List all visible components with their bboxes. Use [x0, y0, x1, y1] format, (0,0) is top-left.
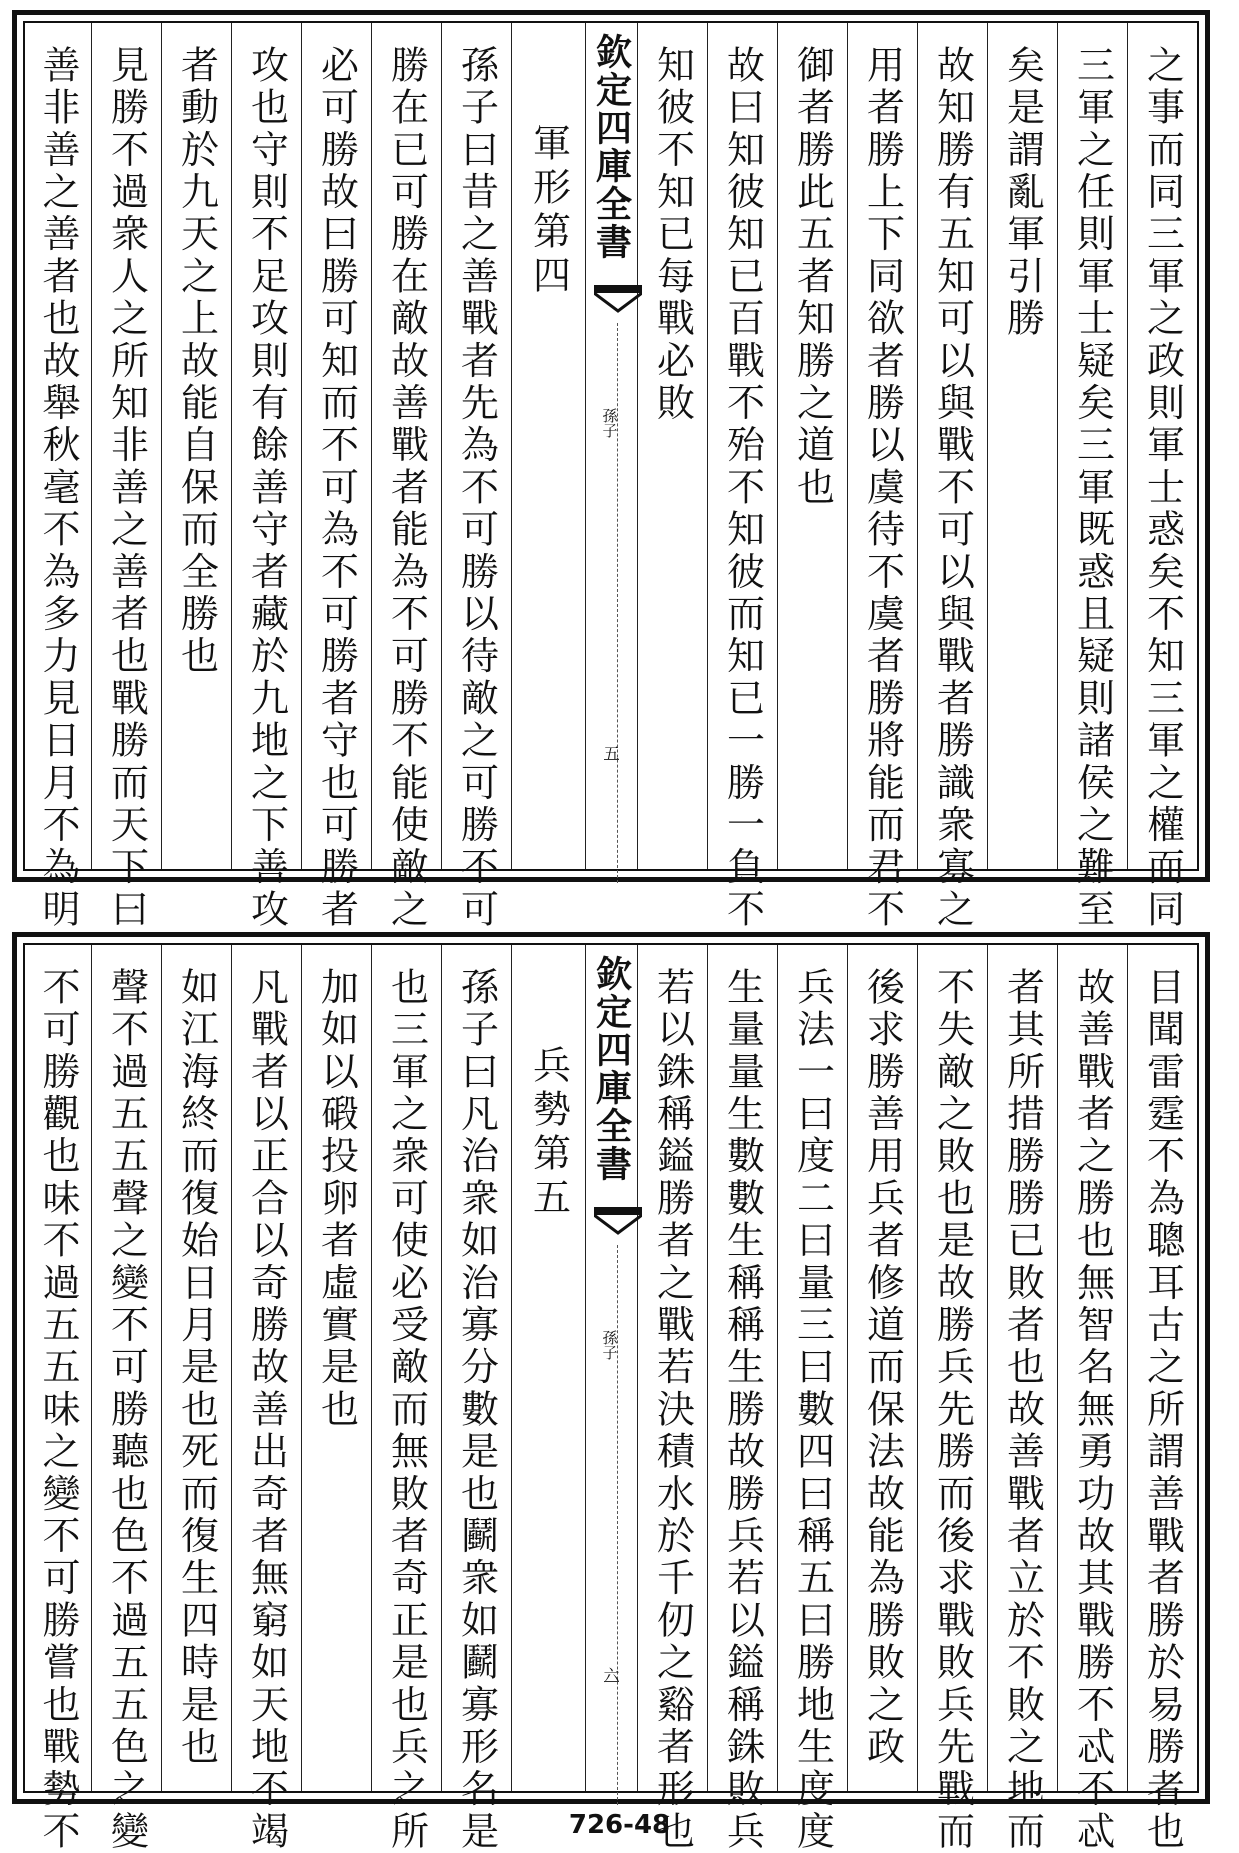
column-text: 用者勝上下同欲者勝以虞待不虞者勝將能而君不 — [860, 45, 905, 932]
text-column — [301, 945, 371, 1791]
text-column — [1057, 23, 1127, 932]
fold-tick — [604, 1681, 619, 1682]
text-column — [917, 945, 987, 1853]
text-column — [707, 23, 777, 932]
book-name: 孫子 — [600, 1330, 619, 1360]
column-text: 如江海終而復始日月是也死而復生四時是也 — [174, 967, 219, 1769]
text-column — [91, 945, 161, 1853]
text-column — [231, 945, 301, 1853]
page-top — [12, 10, 1210, 932]
column-text: 聲不過五五聲之變不可勝聽也色不過五五色之變 — [104, 967, 149, 1853]
text-column — [987, 23, 1057, 869]
center-fold — [585, 945, 637, 1791]
column-text: 攻也守則不足攻則有餘善守者藏於九地之下善攻 — [244, 45, 289, 932]
text-column — [371, 945, 441, 1853]
text-column — [25, 945, 91, 1853]
text-column — [301, 23, 371, 932]
column-text: 之事而同三軍之政則軍士惑矣不知三軍之權而同 — [1140, 45, 1185, 932]
column-text: 生量量生數數生稱稱生勝故勝兵若以鎰稱銖敗兵 — [720, 967, 765, 1853]
column-text: 凡戰者以正合以奇勝故善出奇者無窮如天地不竭 — [244, 967, 289, 1853]
text-column — [917, 23, 987, 932]
text-column — [777, 23, 847, 869]
text-column — [707, 945, 777, 1853]
text-column — [161, 23, 231, 869]
text-column — [847, 23, 917, 932]
column-text: 孫子曰昔之善戰者先為不可勝以待敵之可勝不可 — [454, 45, 499, 932]
footer-page-id: 726-48 — [568, 1810, 671, 1840]
column-text: 知彼不知已每戰必敗 — [650, 45, 695, 425]
column-text: 三軍之任則軍士疑矣三軍既惑且疑則諸侯之難至 — [1070, 45, 1115, 932]
page-frame — [23, 21, 1199, 932]
fold-tick — [604, 759, 619, 760]
column-text: 善非善之善者也故舉秋毫不為多力見日月不為明 — [36, 45, 80, 932]
text-column — [161, 945, 231, 1791]
text-column — [25, 23, 91, 932]
fold-line — [617, 323, 618, 883]
chapter-column — [511, 945, 585, 1791]
column-text: 必可勝故曰勝可知而不可為不可勝者守也可勝者 — [314, 45, 359, 932]
text-column — [847, 945, 917, 1791]
column-text: 故善戰者之勝也無智名無勇功故其戰勝不忒不忒 — [1070, 967, 1115, 1853]
chapter-title: 兵勢第五 — [526, 1045, 571, 1221]
column-text: 不失敵之敗也是故勝兵先勝而後求戰敗兵先戰而 — [930, 967, 975, 1853]
column-text: 兵法一曰度二曰量三曰數四曰稱五曰勝地生度度 — [790, 967, 835, 1853]
text-column — [1057, 945, 1127, 1853]
column-text: 故知勝有五知可以與戰不可以與戰者勝識衆寡之 — [930, 45, 975, 932]
column-text: 御者勝此五者知勝之道也 — [790, 45, 835, 510]
chapter-title: 軍形第四 — [526, 123, 571, 299]
column-text: 矣是謂亂軍引勝 — [1000, 45, 1045, 341]
text-column — [987, 945, 1057, 1853]
text-column — [1127, 23, 1197, 932]
column-text: 者動於九天之上故能自保而全勝也 — [174, 45, 219, 678]
page-number: 六 — [603, 1666, 620, 1685]
column-text: 不可勝觀也味不過五五味之變不可勝嘗也戰勢不 — [36, 967, 80, 1853]
column-text: 加如以碫投卵者虛實是也 — [314, 967, 359, 1432]
text-column — [637, 945, 707, 1853]
text-columns — [25, 23, 1197, 932]
column-text: 者其所措勝勝已敗者也故善戰者立於不敗之地而 — [1000, 967, 1045, 1853]
column-text: 勝在已可勝在敵故善戰者能為不可勝不能使敵之 — [384, 45, 429, 932]
text-column — [637, 23, 707, 869]
book-header: 欽定四庫全書 — [590, 955, 633, 1183]
book-header: 欽定四庫全書 — [590, 33, 633, 261]
fish-tail-icon — [594, 1207, 642, 1237]
column-text: 故曰知彼知已百戰不殆不知彼而知已一勝一負不 — [720, 45, 765, 932]
book-name: 孫子 — [600, 408, 619, 438]
text-column — [231, 23, 301, 932]
fish-tail-icon — [594, 285, 642, 315]
text-column — [371, 23, 441, 932]
column-text: 見勝不過衆人之所知非善之善者也戰勝而天下曰 — [104, 45, 149, 932]
column-text: 也三軍之衆可使必受敵而無敗者奇正是也兵之所 — [384, 967, 429, 1853]
text-column — [777, 945, 847, 1853]
column-text: 後求勝善用兵者修道而保法故能為勝敗之政 — [860, 967, 905, 1769]
column-text: 若以銖稱鎰勝者之戰若決積水於千仞之谿者形也 — [650, 967, 695, 1853]
page-number: 五 — [603, 744, 620, 763]
chapter-column — [511, 23, 585, 869]
column-text: 目聞雷霆不為聰耳古之所謂善戰者勝於易勝者也 — [1140, 967, 1185, 1853]
text-column — [441, 23, 511, 932]
column-text: 孫子曰凡治衆如治寡分數是也鬬衆如鬬寡形名是 — [454, 967, 499, 1853]
center-fold — [585, 23, 637, 869]
text-column — [91, 23, 161, 932]
text-column — [1127, 945, 1197, 1853]
text-column — [441, 945, 511, 1853]
fold-line — [617, 1245, 618, 1805]
